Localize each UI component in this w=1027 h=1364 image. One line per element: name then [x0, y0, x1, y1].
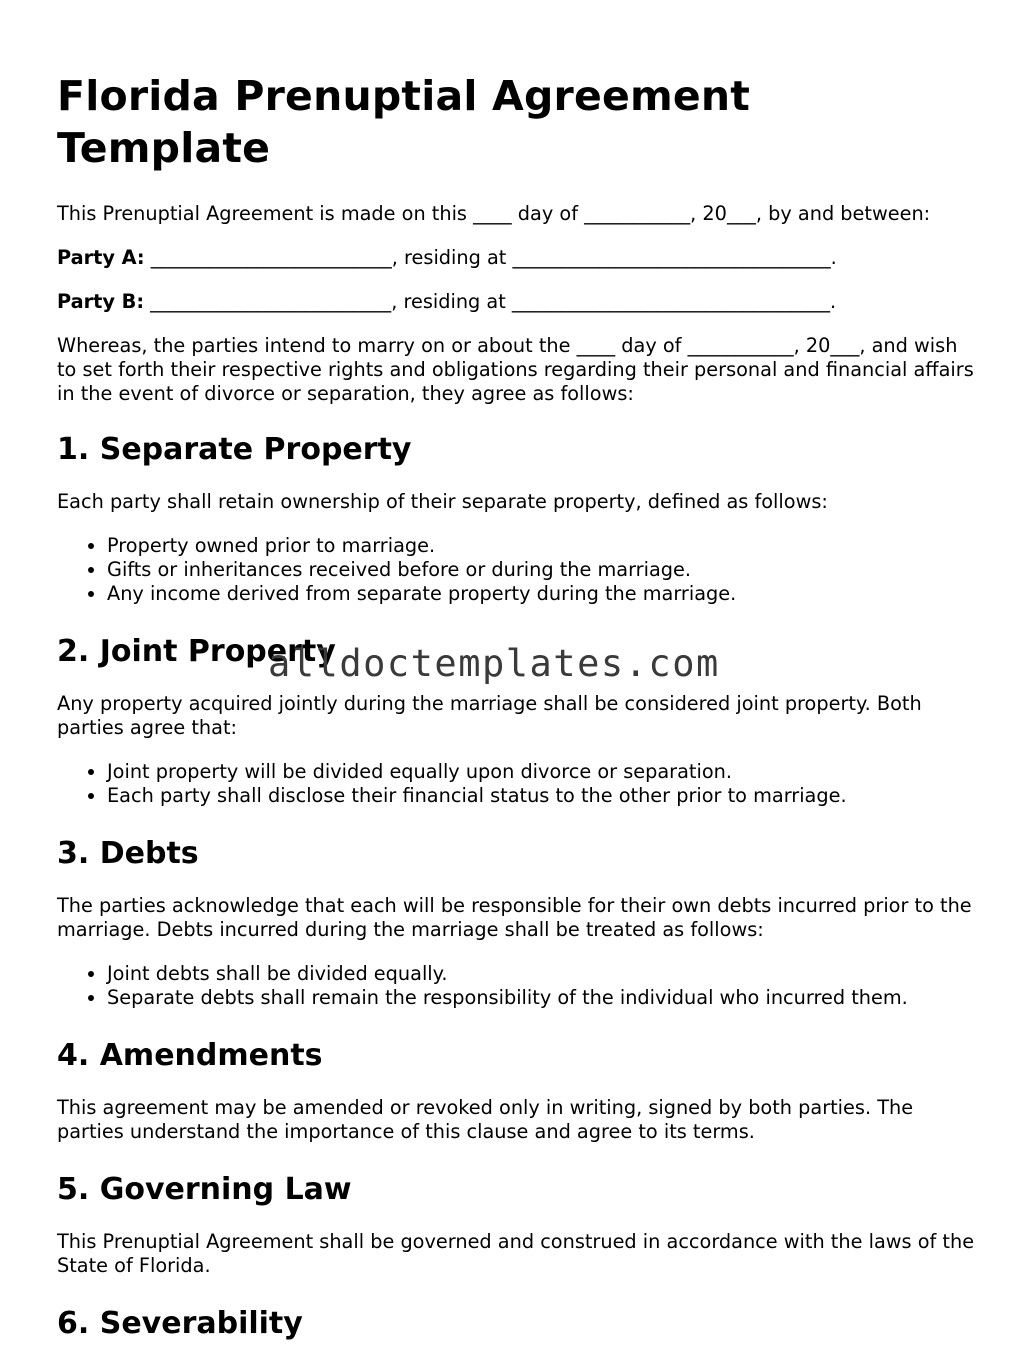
party-b-blanks: _________________________, residing at _________________________________.	[144, 290, 837, 313]
document-page	[57, 70, 977, 1364]
party-b-label: Party B:	[57, 290, 145, 313]
section-heading-amendments: 4. Amendments	[57, 1038, 323, 1073]
section-paragraph-separate-property: Each party shall retain ownership of their separate property, defined as follows:	[57, 490, 828, 513]
document-title: Florida Prenuptial Agreement Template	[57, 72, 751, 172]
section-paragraph-debts: The parties acknowledge that each will be responsible for their own debts incurred prior to the marriage. Debts incurred during the marriage shall be treated as follows:	[57, 894, 972, 941]
section-heading-governing-law: 5. Governing Law	[57, 1172, 352, 1207]
joint-property-list	[57, 760, 977, 808]
section-paragraph-joint-property: Any property acquired jointly during the marriage shall be considered joint property. Both parties agree that:	[57, 692, 922, 739]
list-item: • Property owned prior to marriage.	[107, 534, 977, 558]
party-b-line	[57, 290, 977, 314]
section-heading-severability: 6. Severability	[57, 1306, 303, 1341]
section-heading-joint-property: 2. Joint Property	[57, 634, 336, 669]
list-item: • Any income derived from separate property during the marriage.	[107, 582, 977, 606]
section-paragraph-amendments: This agreement may be amended or revoked only in writing, signed by both parties. The parties understand the importance of this clause and agree to its terms.	[57, 1096, 914, 1143]
section-paragraph-governing-law: This Prenuptial Agreement shall be governed and construed in accordance with the laws of the State of Florida.	[57, 1230, 975, 1277]
party-a-label: Party A:	[57, 246, 145, 269]
party-a-blanks: _________________________, residing at _________________________________.	[144, 246, 837, 269]
list-item: • Joint debts shall be divided equally.	[107, 962, 977, 986]
list-item: • Each party shall disclose their financial status to the other prior to marriage.	[107, 784, 977, 808]
separate-property-list	[57, 534, 977, 606]
watermark: alldoctemplates.com	[268, 642, 720, 685]
list-item: • Gifts or inheritances received before or during the marriage.	[107, 558, 977, 582]
debts-list	[57, 962, 977, 1010]
section-heading-separate-property: 1. Separate Property	[57, 432, 412, 467]
party-a-line	[57, 246, 977, 270]
list-item: • Joint property will be divided equally upon divorce or separation.	[107, 760, 977, 784]
section-heading-debts: 3. Debts	[57, 836, 199, 871]
whereas-paragraph: Whereas, the parties intend to marry on or about the ____ day of ___________, 20___, and wish to set forth their respective rights and obligations regarding their personal and financial affairs in the event of divorce or separation, they agree as follows:	[57, 334, 974, 405]
intro-paragraph: This Prenuptial Agreement is made on this ____ day of ___________, 20___, by and between:	[57, 202, 931, 225]
list-item: • Separate debts shall remain the responsibility of the individual who incurred them.	[107, 986, 977, 1010]
